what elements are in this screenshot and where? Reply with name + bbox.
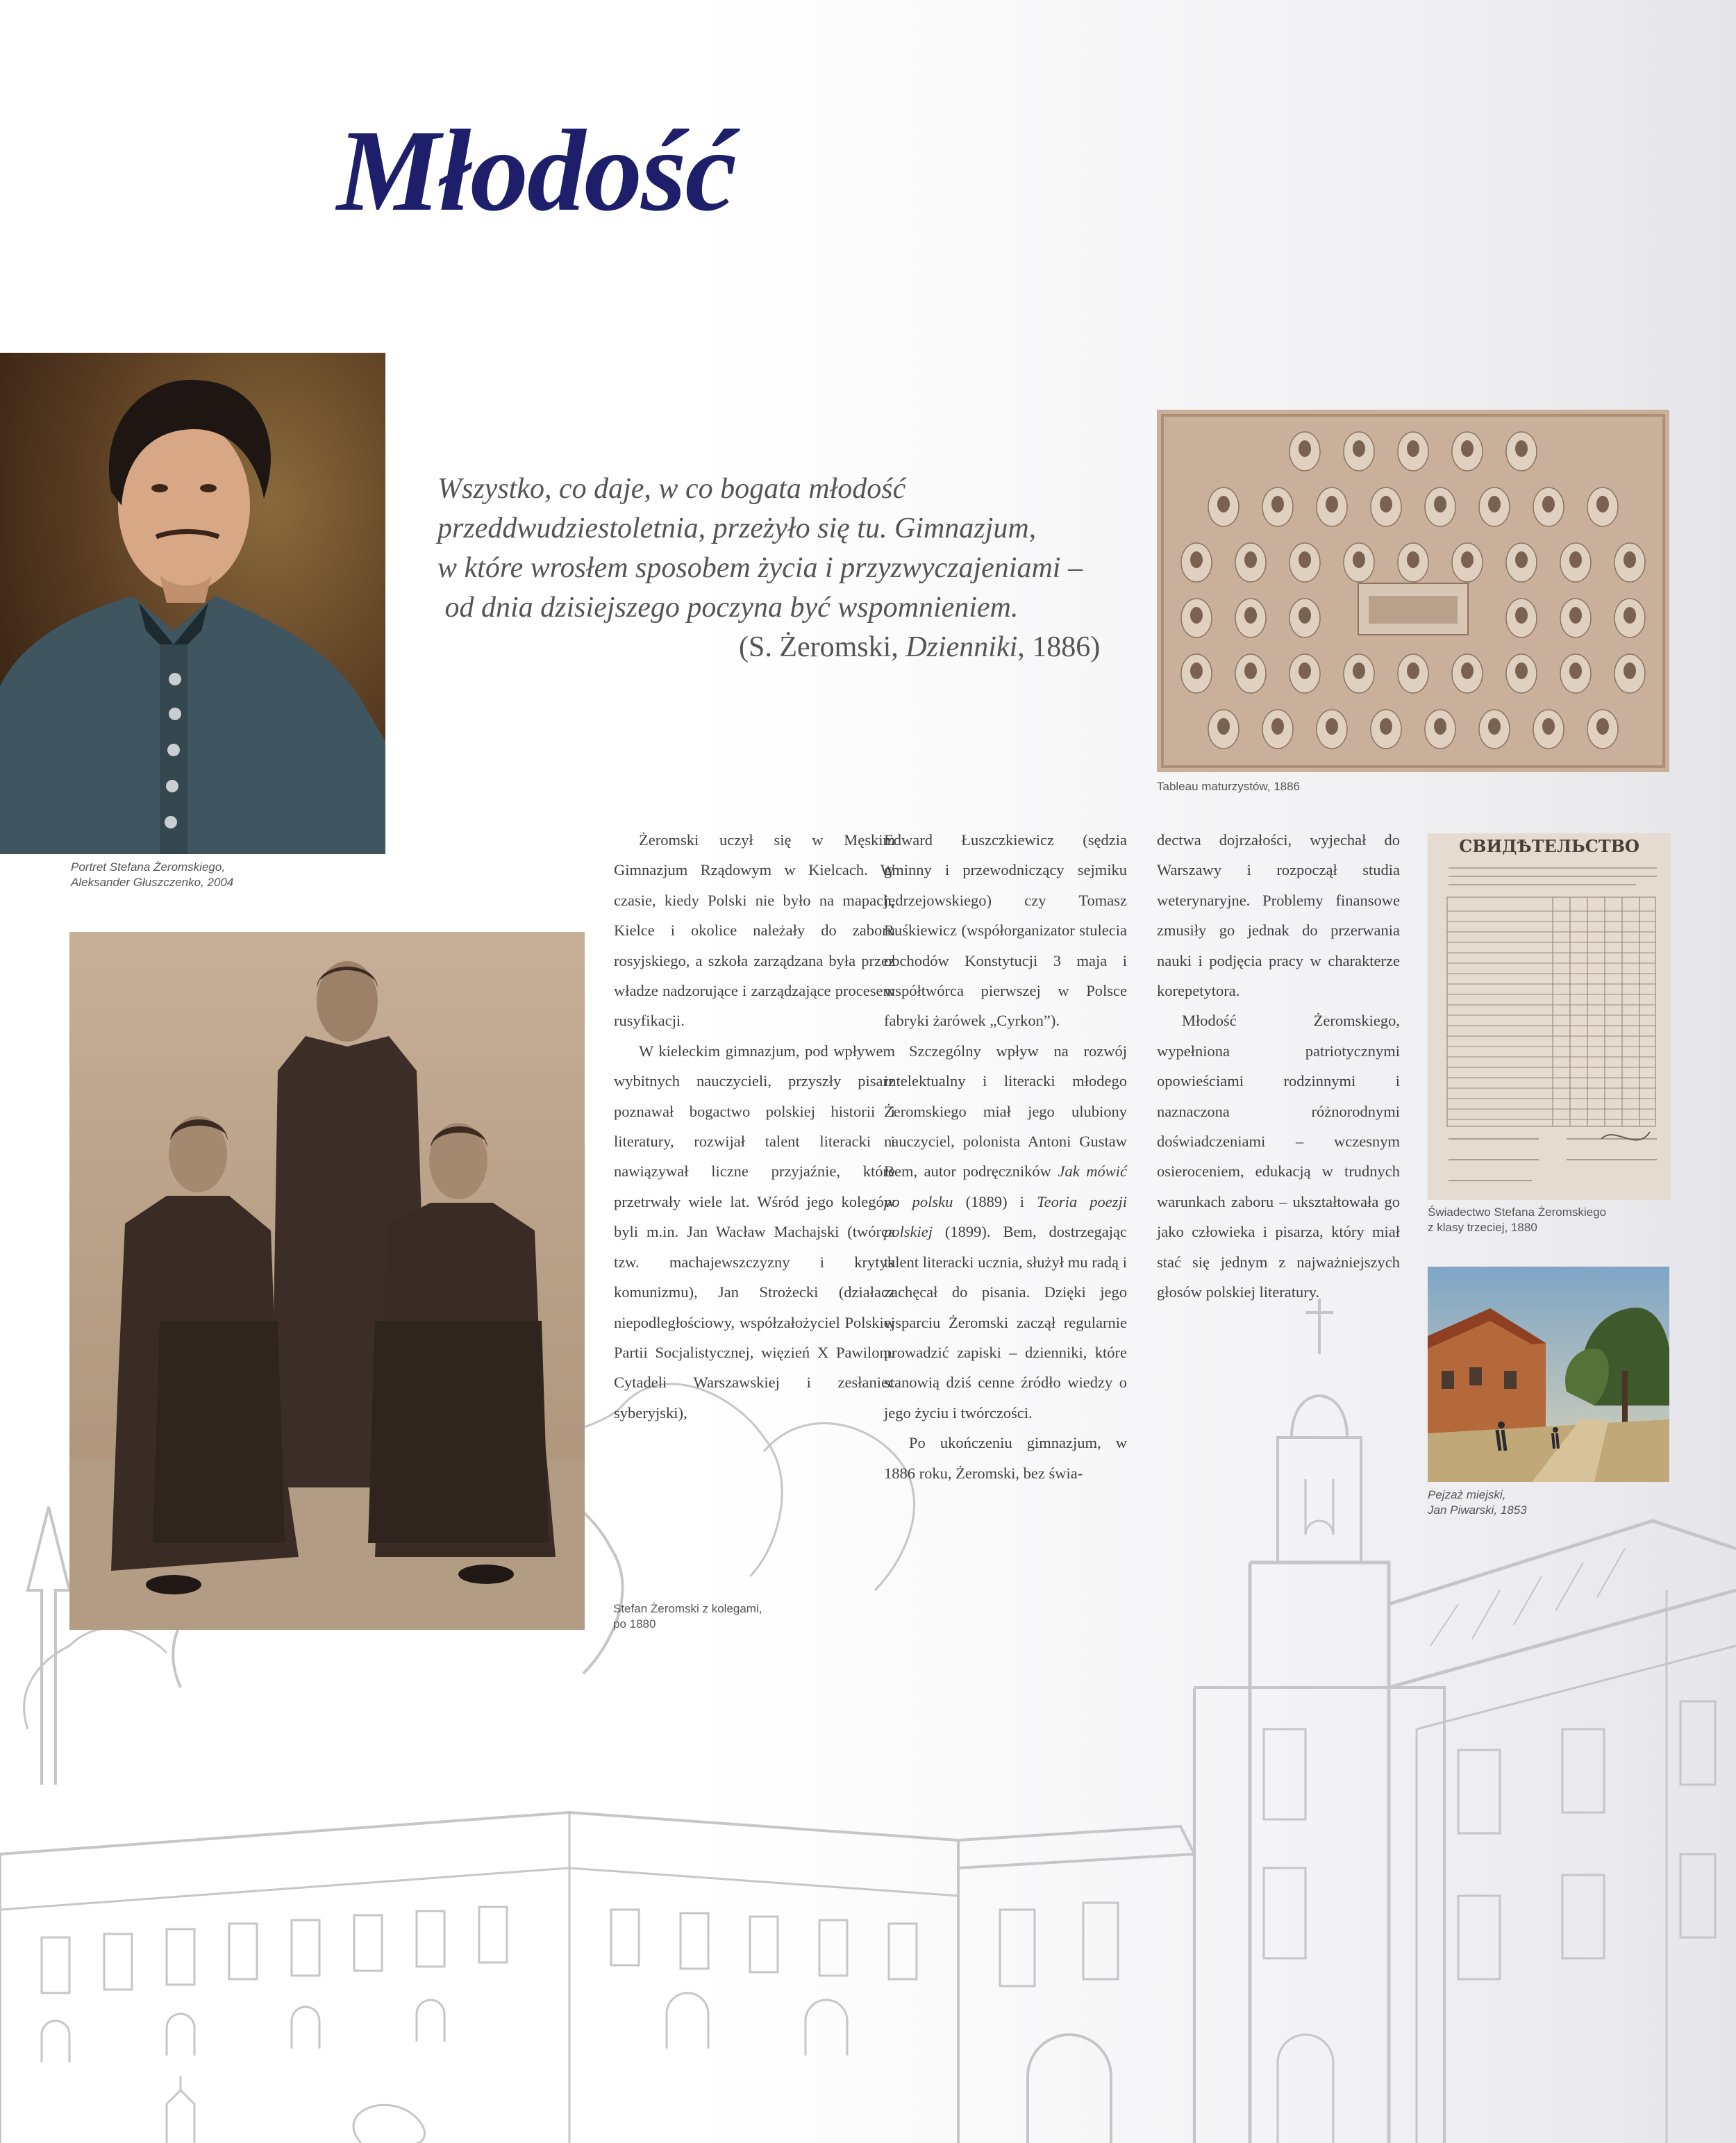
certificate-caption xyxy=(1428,1205,1606,1235)
quote-line-2: przeddwudziestoletnia, przeżyło się tu. Gimnazjum, xyxy=(437,512,1037,544)
quote-source-suffix: , 1886) xyxy=(1017,631,1101,663)
quote-line-3: w które wrosłem sposobem życia i przyzwyczajeniami – xyxy=(437,552,1083,584)
landscape-caption-line-2: Jan Piwarski, 1853 xyxy=(1428,1503,1527,1517)
col2-paragraph-3: Po ukończeniu gimnazjum, w 1886 roku, Żeromski, bez świa- xyxy=(884,1434,1127,1482)
col3-paragraph-1: dectwa dojrzałości, wyjechał do Warszawy i rozpoczął studia weterynaryjne. Problemy finansowe zmusiły go jednak do przerwania nauki i podjęcia pracy w charakterze korepetytora. xyxy=(1157,831,1400,1000)
tableau-caption xyxy=(1157,779,1300,794)
tableau-caption-line-1: Tableau maturzystów, 1886 xyxy=(1157,780,1301,793)
body-column-1 xyxy=(614,825,895,1428)
page-title: Młodość xyxy=(337,106,735,235)
landscape-caption-line-1: Pejzaż miejski, xyxy=(1428,1488,1506,1501)
quote-line-4: od dnia dzisiejszego poczyna być wspomnieniem. xyxy=(437,592,1019,624)
col2-p2-work-1: Jak mówić po polsku xyxy=(884,1162,1127,1210)
group-photo-caption-line-2: po 1880 xyxy=(613,1617,656,1631)
col2-p2-work-2: Teoria poezji polskiej xyxy=(884,1192,1128,1241)
body-column-2 xyxy=(884,825,1127,1488)
group-photo-image xyxy=(69,932,585,1630)
quote-line-1: Wszystko, co daje, w co bogata młodość xyxy=(437,473,906,505)
body-column-3 xyxy=(1157,825,1400,1308)
col2-paragraph-1: Edward Łuszczkiewicz (sędzia gminny i przewodniczący sejmiku jędrzejowskiego) czy Tomasz Ruśkiewicz (współorganizator stulecia obchodów Konstytucji 3 maja i współtwórca pierwszej w Polsce fabryki żarówek „Cyrkon”). xyxy=(884,831,1127,1030)
portrait-caption-line-1: Portret Stefana Żeromskiego, xyxy=(71,860,226,874)
epigraph-quote xyxy=(437,469,1125,667)
col2-p2-text-a: Szczególny wpływ na rozwój intelektualny i literacki młodego Żeromskiego miał jego ulubiony nauczyciel, polonista Antoni Gustaw Bem, autor podręczników xyxy=(884,1042,1127,1181)
quote-source xyxy=(437,628,1125,667)
group-photo-caption-line-1: Stefan Żeromski z kolegami, xyxy=(613,1602,762,1615)
col2-p2-text-c: (1899). Bem, dostrzegając talent literacki ucznia, służył mu radą i zachęcał do pisania. Dzięki jego wsparciu Żeromski zaczął regularnie prowadzić zapiski – dzienniki, które stanowią dziś cenne źródło wiedzy o jego życiu i twórczości. xyxy=(884,1223,1127,1421)
certificate-heading: СВИДѢТЕЛЬСТВО xyxy=(1459,836,1639,856)
group-photo-caption xyxy=(613,1601,762,1632)
col1-paragraph-2: W kieleckim gimnazjum, pod wpływem wybitnych nauczycieli, przyszły pisarz poznawał bogactwo polskiej historii i literatury, rozwijał talent literacki i nawiązywał liczne przyjaźnie, które przetrwały wiele lat. Wśród jego kolegów byli m.in. Jan Wacław Machajski (twórca tzw. machajewszczyzny i krytyk komunizmu), Jan Strożecki (działacz niepodległościowy, współzałożyciel Polskiej Partii Socjalistycznej, więzień X Pawilonu Cytadeli Warszawskiej i zesłaniec syberyjski), xyxy=(614,1042,895,1421)
certificate-caption-line-1: Świadectwo Stefana Żeromskiego xyxy=(1428,1206,1607,1219)
landscape-caption xyxy=(1428,1487,1527,1518)
col2-p2-text-b: (1889) i xyxy=(953,1192,1037,1210)
quote-source-work: Dzienniki xyxy=(905,631,1018,663)
landscape-painting-image xyxy=(1428,1267,1669,1482)
quote-source-prefix: (S. Żeromski, xyxy=(739,631,906,663)
portrait-image xyxy=(0,353,385,854)
col1-paragraph-1: Żeromski uczył się w Męskim Gimnazjum Rządowym w Kielcach. W czasie, kiedy Polski nie było na mapach, Kielce i okolice należały do zaboru rosyjskiego, a szkoła zarządzana była przez władze nadzorujące i zarządzające procesem rusyfikacji. xyxy=(614,831,895,1030)
tableau-image xyxy=(1157,410,1669,772)
certificate-caption-line-2: z klasy trzeciej, 1880 xyxy=(1428,1221,1537,1234)
portrait-caption xyxy=(71,860,233,890)
col2-paragraph-2 xyxy=(884,1036,1127,1428)
certificate-image xyxy=(1428,833,1671,1200)
col3-paragraph-2: Młodość Żeromskiego, wypełniona patriotycznymi opowieściami rodzinnymi i naznaczona różnorodnymi doświadczeniami – wczesnym osieroceniem, edukacją w trudnych warunkach zaboru – ukształtowała go jako człowieka i pisarza, który miał stać się jednym z najważniejszych głosów polskiej literatury. xyxy=(1157,1012,1400,1301)
portrait-caption-line-2: Aleksander Głuszczenko, 2004 xyxy=(71,876,234,889)
